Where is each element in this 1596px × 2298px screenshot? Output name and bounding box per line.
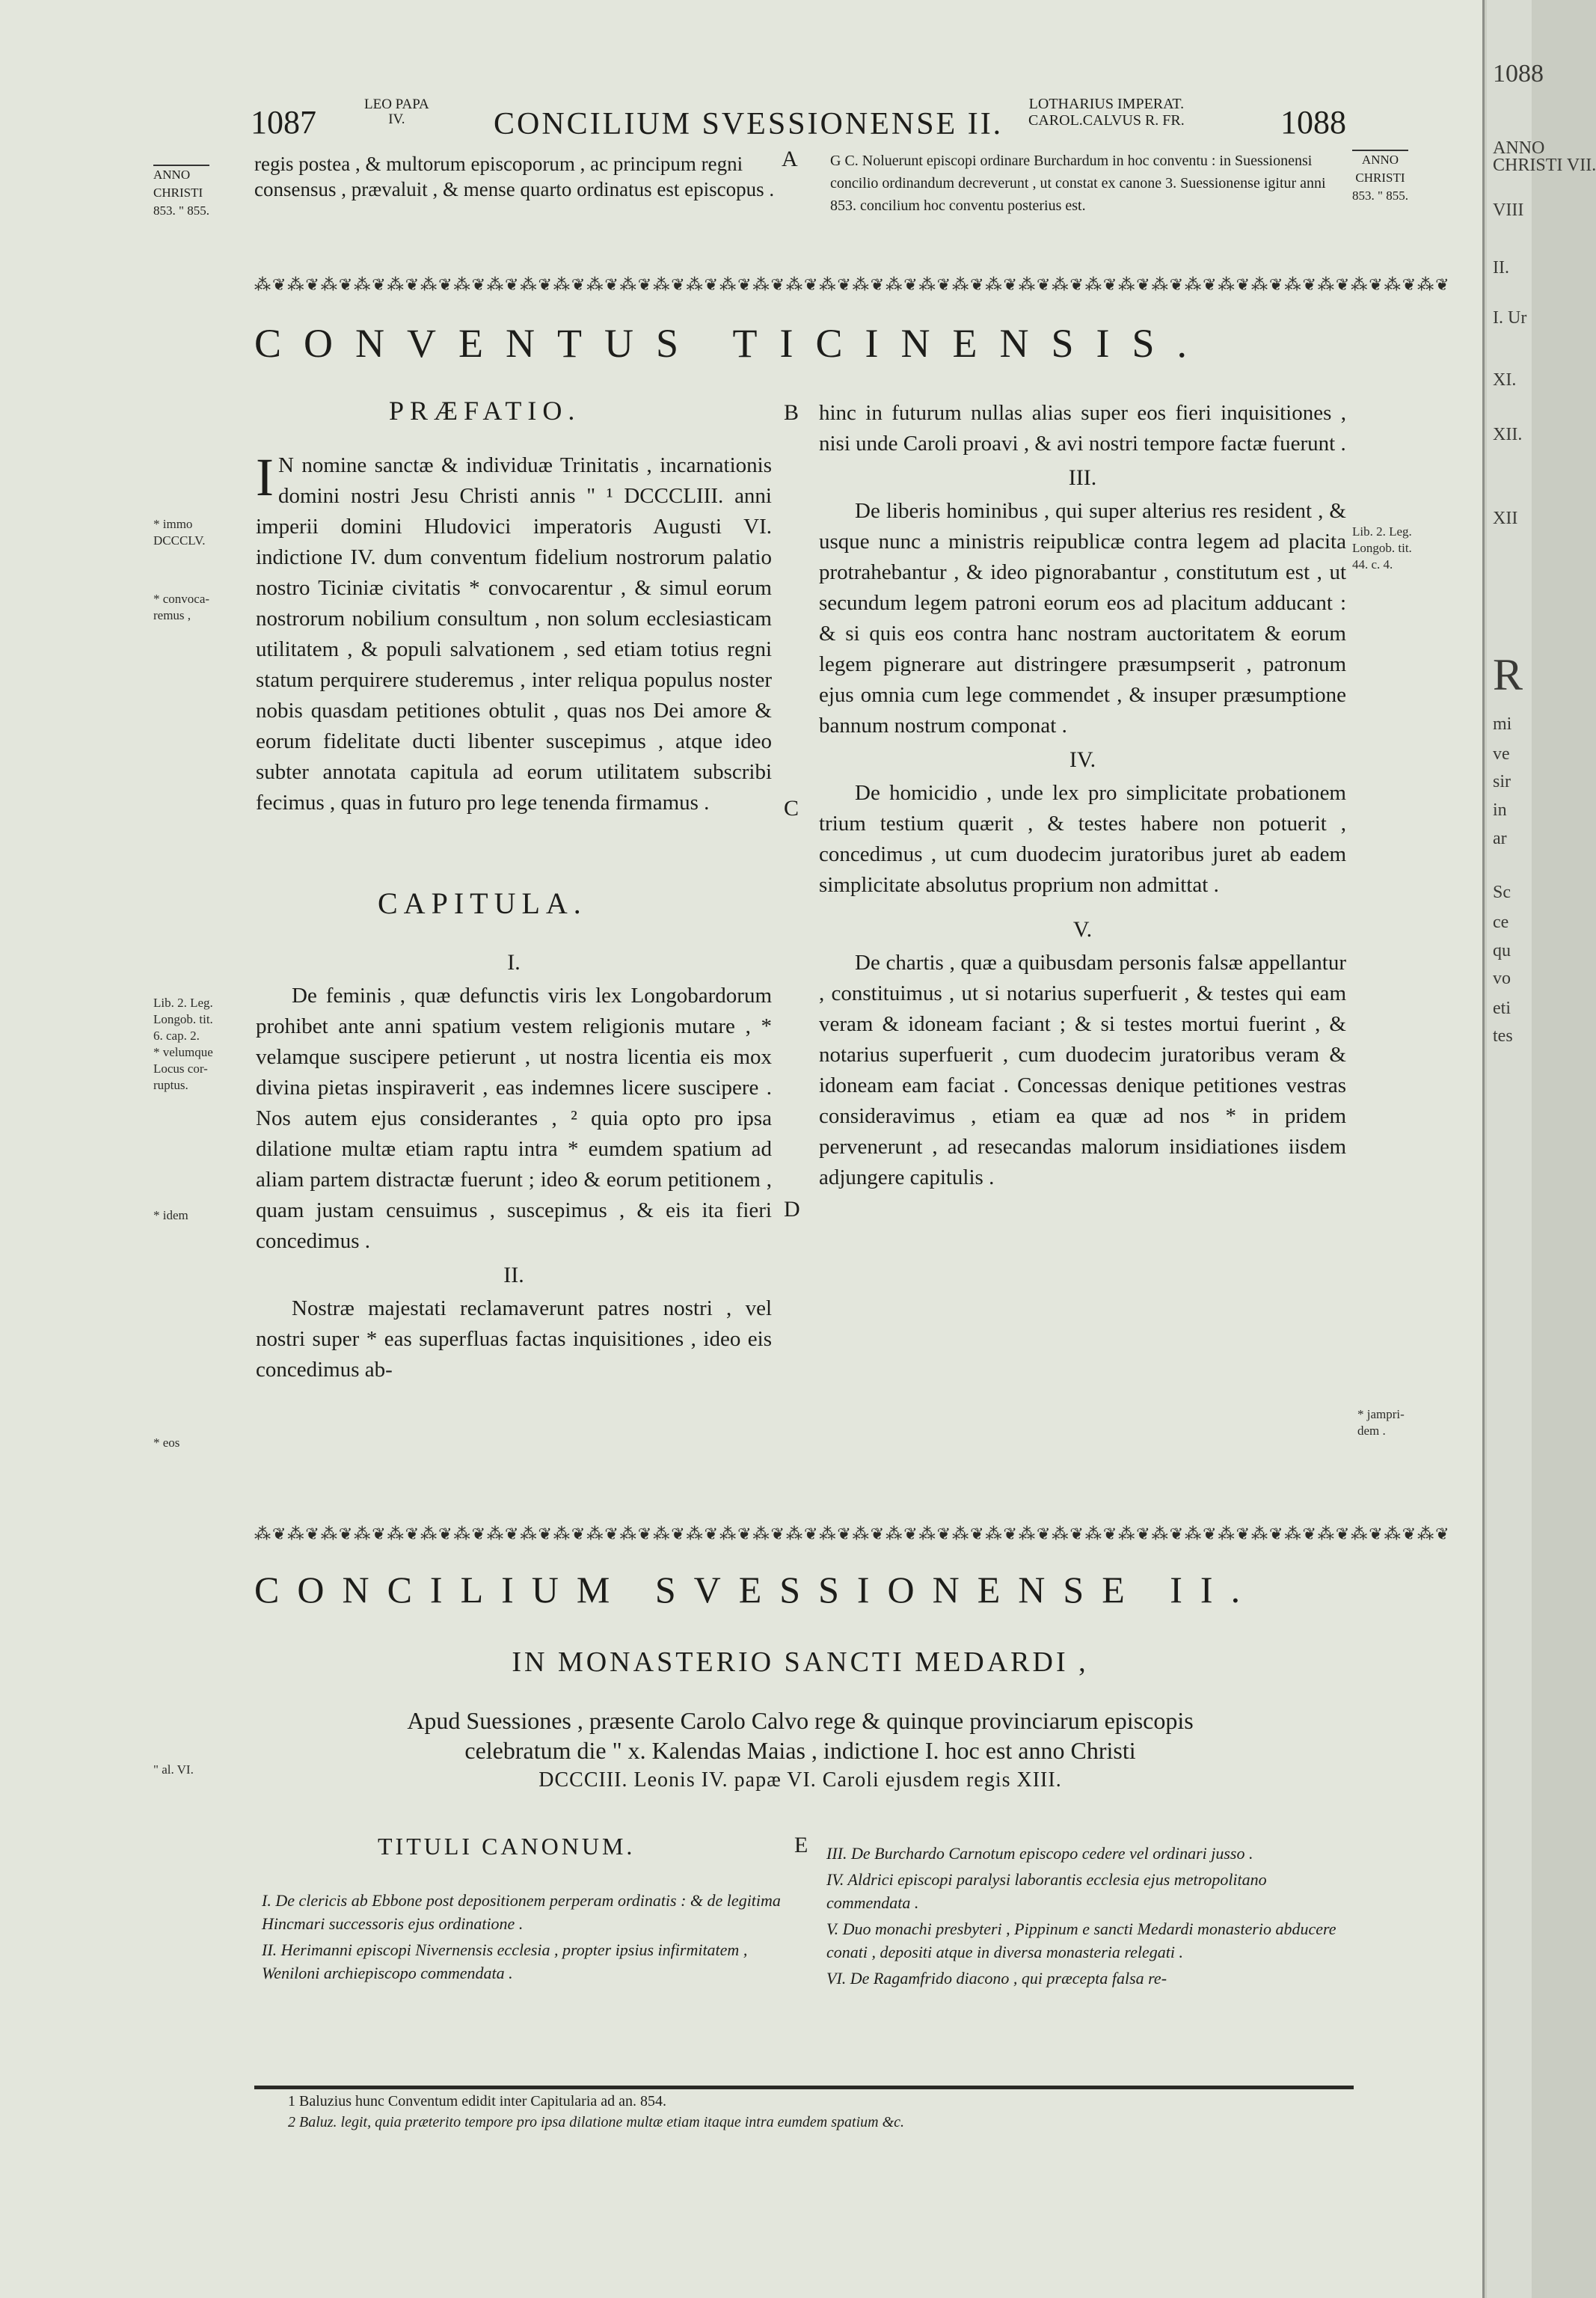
dropcap-letter: I: [256, 447, 274, 507]
titulus-item: VI. De Ragamfrido diacono , qui præcepta falsa re-: [826, 1969, 1167, 1988]
gutter-fragment: qu: [1493, 941, 1511, 960]
gutter-fragment: ANNO: [1493, 138, 1545, 158]
side-note-convoca-line-1: * convoca-: [153, 592, 210, 606]
praefatio-block: [256, 447, 772, 818]
capitulum-5-text: De chartis , quæ a quibusdam personis falsæ appellantur , constituimus , ut si notarius superfuerit , & testes qui eam veram & idoneam faciant ; & si testes mortui fuerint , & notarius superfuerit , cum duodecim juratoribus veram & idoneam eam faciat . Concessas denique petitiones vestras consideravimus , etiam ea quæ ad nos * in pridem pervenerunt , ad resecandas malorum insidiationes iisdem adjungere capitulis .: [819, 951, 1346, 1189]
side-note-lib-left-line-1: Lib. 2. Leg.: [153, 996, 213, 1010]
gutter-fragment: in: [1493, 800, 1507, 820]
tituli-left-list: [262, 1889, 782, 1988]
side-note-jampridem-line-2: dem .: [1357, 1424, 1386, 1438]
ornament-rule-bottom: ⁂❦⁂❦⁂❦⁂❦⁂❦⁂❦⁂❦⁂❦⁂❦⁂❦⁂❦⁂❦⁂❦⁂❦⁂❦⁂❦⁂❦⁂❦⁂❦⁂❦⁂❦⁂❦⁂❦⁂❦⁂❦⁂❦⁂❦⁂❦⁂❦⁂❦⁂❦⁂❦⁂❦⁂❦⁂❦⁂❦: [254, 1525, 1451, 1543]
gutter-fragment: VIII: [1493, 200, 1524, 220]
side-note-lib-right-line-3: 44. c. 4.: [1352, 557, 1393, 572]
concilium-info: [299, 1706, 1301, 1795]
side-note-jampridem-line-1: * jampri-: [1357, 1407, 1405, 1421]
emperor-line-2: CAROL.CALVUS R. FR.: [1028, 112, 1185, 129]
right-intro-text: hinc in futurum nullas alias super eos fieri inquisitiones , nisi unde Caroli proavi , & avi nostri tempore factæ fuerunt .: [819, 401, 1346, 456]
gutter-fragment: ce: [1493, 913, 1509, 932]
praefatio-heading: PRÆFATIO.: [389, 396, 581, 426]
gutter-fragment: sir: [1493, 772, 1511, 791]
footnote-2: 2 Baluz. legit, quia præterito tempore pro ipsa dilatione multæ etiam itaque intra eumdem spatium &c.: [288, 2114, 905, 2130]
gutter-fragment: Sc: [1493, 883, 1511, 902]
side-note-lib-left-line-2: Longob. tit.: [153, 1012, 213, 1026]
margin-marker-d: D: [784, 1197, 800, 1222]
conventus-title: CONVENTUS TICINENSIS.: [254, 321, 1210, 366]
side-note-convoca: [153, 591, 209, 624]
capitulum-1-text: De feminis , quæ defunctis viris lex Longobardorum prohibet ante anni spatium vestem religionis mutare , * velamque suscipere petierunt , ut nostra licentia eis mox divina pietas inspiraverit , eas indemnes licere suscipere . Nos autem ejus considerantes , ² quia opto pro ipsa dilatione multæ etiam raptu intra * eumdem spatium ad aliam partem distractæ fuerunt ; ideo & eorum petitionem , quam justam censuimus , suscepimus , & eis ita fieri concedimus .: [256, 984, 772, 1253]
emperor-line-1: LOTHARIUS IMPERAT.: [1028, 96, 1185, 112]
gutter-fragment: R: [1493, 650, 1523, 699]
gutter-fragment: mi: [1493, 714, 1512, 734]
gutter-fragment: ar: [1493, 829, 1507, 848]
titulus-item: I. De clericis ab Ebbone post depositionem perperam ordinatis : & de legitima Hincmari successoris ejus ordinatione .: [262, 1891, 781, 1933]
tituli-right-list: [826, 1842, 1350, 1993]
concilium-info-line-3: DCCCIII. Leonis IV. papæ VI. Caroli ejusdem regis XIII.: [538, 1768, 1062, 1792]
titulus-item: V. Duo monachi presbyteri , Pippinum e sancti Medardi monasterio abducere conati , depositi atque in diversa monasteria relegati .: [826, 1919, 1336, 1961]
side-note-lib-right: [1352, 524, 1412, 573]
capitulum-2-number: II.: [503, 1263, 524, 1287]
emperor-label: [1028, 96, 1185, 129]
praefatio-paragraph: [256, 447, 772, 818]
running-header: [251, 88, 1346, 148]
titulus-item: III. De Burchardo Carnotum episcopo cedere vel ordinari jusso .: [826, 1844, 1253, 1863]
side-note-locus-line-2: ruptus.: [153, 1078, 188, 1092]
pope-line-1: LEO PAPA: [364, 96, 429, 112]
titulus-item: II. Herimanni episcopi Nivernensis ecclesia , propter ipsius infirmitatem , Weniloni archiepiscopo commendata .: [262, 1940, 748, 1982]
anno-christi-left: [153, 165, 209, 220]
margin-marker-e: E: [794, 1833, 808, 1857]
gutter-fragment: I. Ur: [1493, 308, 1527, 328]
pope-line-2: IV.: [388, 111, 405, 127]
gutter-fragment: XII.: [1493, 425, 1523, 444]
side-note-lib-left-line-3: 6. cap. 2.: [153, 1029, 200, 1043]
anno-right-line-2: CHRISTI: [1355, 171, 1405, 185]
capitula-heading: CAPITULA.: [378, 886, 587, 920]
side-note-immo-line-2: DCCCLV.: [153, 533, 206, 548]
concilium-subtitle: IN MONASTERIO SANCTI MEDARDI ,: [512, 1646, 1089, 1678]
tituli-heading: TITULI CANONUM.: [378, 1833, 636, 1860]
top-left-continuation: regis postea , & multorum episcoporum , ac principum regni consensus , prævaluit , & mense quarto ordinatus est episcopus .: [254, 153, 775, 200]
side-note-immo: [153, 516, 205, 549]
anno-christi-right: [1352, 150, 1408, 205]
concilium-title: CONCILIUM SVESSIONENSE II.: [254, 1569, 1259, 1611]
concilium-info-line-2: celebratum die " x. Kalendas Maias , indictione I. hoc est anno Christi: [464, 1737, 1136, 1764]
titulus-item: IV. Aldrici episcopi paralysi laborantis ecclesia ejus metropolitano commendata .: [826, 1870, 1267, 1912]
anno-left-line-3: 853. " 855.: [153, 203, 209, 218]
gutter-fragment: 1088: [1493, 60, 1544, 88]
side-note-eos: * eos: [153, 1436, 180, 1450]
gutter-fragment: ve: [1493, 744, 1510, 764]
page-number-left: 1087: [251, 104, 316, 141]
margin-marker-c: C: [784, 796, 799, 821]
side-note-al-vi: " al. VI.: [153, 1762, 194, 1777]
anno-right-line-3: 853. " 855.: [1352, 189, 1408, 203]
anno-right-line-1: ANNO: [1352, 150, 1408, 169]
running-title: CONCILIUM SVESSIONENSE II.: [494, 107, 1004, 141]
side-note-jampridem: [1357, 1406, 1405, 1439]
gutter-fragment: XI.: [1493, 370, 1517, 390]
capitulum-1-number: I.: [507, 950, 521, 975]
top-right-note: G C. Noluerunt episcopi ordinare Burchardum in hoc conventu : in Suessionensi concilio ordinandum decreverunt , ut constat ex canone 3. Suessionense igitur anni 853. concilium hoc conventu posterius est.: [830, 153, 1326, 214]
margin-marker-a: A: [782, 147, 798, 171]
margin-marker-b: B: [784, 400, 799, 425]
anno-left-line-1: ANNO: [153, 165, 209, 184]
gutter-fragment: CHRISTI VII.: [1493, 156, 1596, 175]
side-note-convoca-line-2: remus ,: [153, 608, 191, 622]
anno-left-line-2: CHRISTI: [153, 186, 203, 200]
side-note-lib-right-line-2: Longob. tit.: [1352, 541, 1412, 555]
gutter-fragment: tes: [1493, 1026, 1513, 1046]
capitulum-3-text: De liberis hominibus , qui super alterius res resident , & usque nunc a ministris reipublicæ contra legem ad placita protrahebantur , & ideo pignorabantur , constitutum est , ut secundum legem patroni eorum eos ad placitum adducant : & si quis eos contra hanc nostram auctoritatem & eorum legem pignerare aut distringere præsumpserit , patronum ejus omnia cum lege commendet , & insuper præsumptione bannum nostrum componat .: [819, 499, 1346, 738]
capitulum-4-text: De homicidio , unde lex pro simplicitate probationem trium testium quærit , & testes habere non potuerit , concedimus , ut cum duodecim juratoribus juret ab eadem simplicitate absolutus proprium non admittat .: [819, 781, 1346, 897]
capitula-left-column: [256, 944, 772, 1385]
side-note-locus-line-1: Locus cor-: [153, 1061, 208, 1076]
capitulum-3-number: III.: [1068, 465, 1097, 490]
footnote-1: 1 Baluzius hunc Conventum edidit inter Capitularia ad an. 854.: [288, 2093, 667, 2109]
side-note-immo-line-1: * immo: [153, 517, 193, 531]
page-number-right: 1088: [1280, 104, 1346, 141]
side-note-idem: * idem: [153, 1208, 188, 1222]
capitulum-5-number: V.: [1072, 917, 1093, 942]
capitula-right-column: [819, 398, 1346, 1193]
gutter-fragment: eti: [1493, 999, 1511, 1018]
capitulum-4-number: IV.: [1069, 747, 1096, 772]
footnotes: [288, 2091, 904, 2133]
praefatio-text: N nomine sanctæ & individuæ Trinitatis , incarnationis domini nostri Jesu Christi annis " ¹ DCCCLIII. anni imperii domini Hludovici imperatoris Augusti VI. indictione IV. dum conventum fidelium nostrorum palatio nostro Ticiniæ civitatis * convocarentur , & simul eorum nostrorum nobilium consultum , non solum ecclesiasticam utilitatem , & populi salvationem , sed etiam totius regni statum perquirere studeremus , inter reliqua populus noster nobis quasdam petitiones obtulit , quas nos Dei amore & eorum fidelitate ducti libenter suscepimus , atque ideo subter annotata capitula ad eorum utilitatem subscribi fecimus , quas in futuro pro lege tenenda firmamus .: [256, 453, 772, 815]
facing-page-edge: [1487, 0, 1596, 2298]
gutter-fragment: vo: [1493, 969, 1511, 988]
capitulum-2-text: Nostræ majestati reclamaverunt patres nostri , vel nostri super * eas superfluas factas inquisitiones , ideo eis concedimus ab-: [256, 1296, 772, 1382]
gutter-fragment: II.: [1493, 258, 1509, 278]
side-note-lib-left: [153, 995, 213, 1094]
gutter-fragment: XII: [1493, 509, 1518, 528]
ornament-rule-top: ⁂❦⁂❦⁂❦⁂❦⁂❦⁂❦⁂❦⁂❦⁂❦⁂❦⁂❦⁂❦⁂❦⁂❦⁂❦⁂❦⁂❦⁂❦⁂❦⁂❦⁂❦⁂❦⁂❦⁂❦⁂❦⁂❦⁂❦⁂❦⁂❦⁂❦⁂❦⁂❦⁂❦⁂❦⁂❦⁂❦: [254, 275, 1451, 294]
pope-label: [364, 97, 429, 127]
side-note-velum: * velumque: [153, 1045, 213, 1059]
concilium-info-line-1: Apud Suessiones , præsente Carolo Calvo rege & quinque provinciarum episcopis: [407, 1707, 1194, 1734]
side-note-lib-right-line-1: Lib. 2. Leg.: [1352, 524, 1412, 539]
footnote-rule: [254, 2086, 1354, 2089]
